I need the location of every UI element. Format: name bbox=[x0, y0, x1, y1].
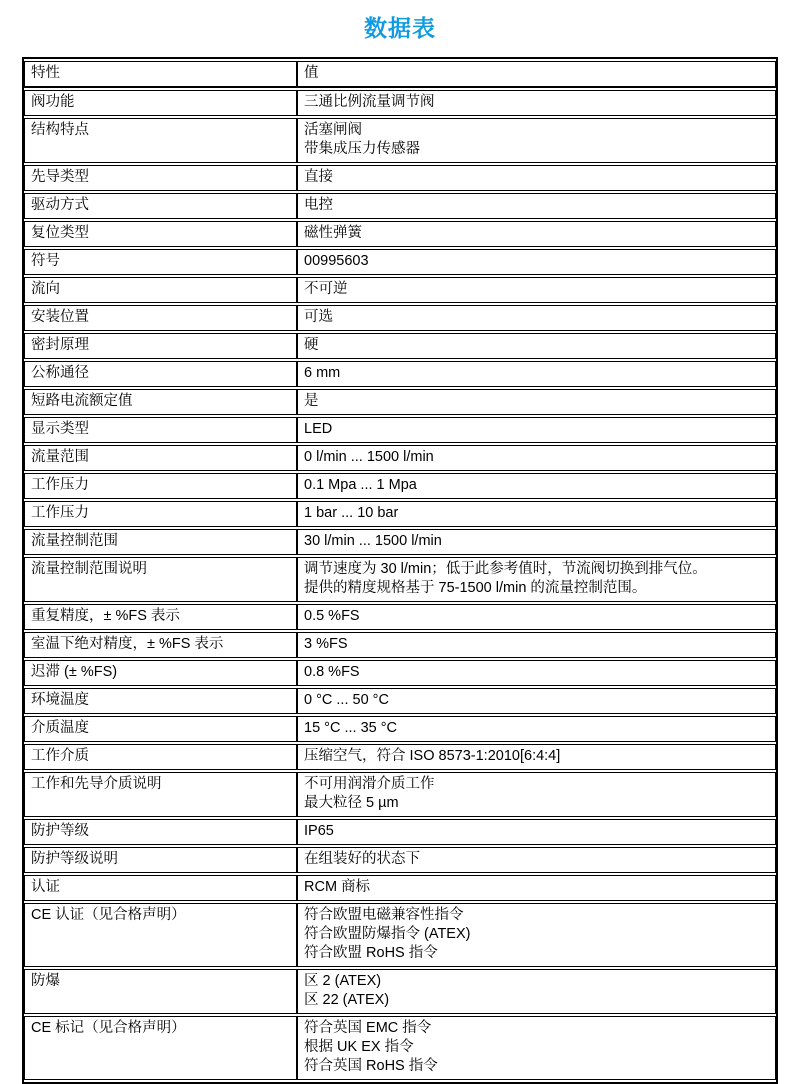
feature-cell: 环境温度 bbox=[24, 688, 297, 714]
feature-cell: 防护等级说明 bbox=[24, 847, 297, 873]
feature-cell: 复位类型 bbox=[24, 221, 297, 247]
value-cell bbox=[297, 333, 776, 359]
value-cell bbox=[297, 847, 776, 873]
value-line: IP65 bbox=[304, 823, 334, 839]
feature-cell: 流向 bbox=[24, 277, 297, 303]
value-cell bbox=[297, 361, 776, 387]
spec-table-body bbox=[24, 90, 776, 1080]
feature-cell: 流量范围 bbox=[24, 445, 297, 471]
value-cell bbox=[297, 473, 776, 499]
feature-cell: 显示类型 bbox=[24, 417, 297, 443]
value-line: 三通比例流量调节阀 bbox=[304, 94, 435, 110]
table-row bbox=[24, 445, 776, 471]
value-line: 1 bar ... 10 bar bbox=[304, 505, 399, 521]
table-row bbox=[24, 1016, 776, 1080]
datasheet-table bbox=[22, 57, 778, 1084]
value-line: 3 %FS bbox=[304, 636, 348, 652]
value-line: 6 mm bbox=[304, 365, 341, 381]
value-line: 硬 bbox=[304, 337, 319, 353]
value-line: 0.8 %FS bbox=[304, 664, 360, 680]
value-line: 不可逆 bbox=[304, 281, 348, 297]
table-row bbox=[24, 688, 776, 714]
value-cell bbox=[297, 557, 776, 602]
table-row bbox=[24, 118, 776, 163]
value-cell bbox=[297, 660, 776, 686]
value-cell bbox=[297, 1016, 776, 1080]
feature-cell: 工作压力 bbox=[24, 473, 297, 499]
feature-cell: CE 标记（见合格声明） bbox=[24, 1016, 297, 1080]
value-line: 是 bbox=[304, 393, 319, 409]
value-cell bbox=[297, 118, 776, 163]
value-line: 带集成压力传感器 bbox=[304, 141, 420, 157]
feature-cell: 流量控制范围 bbox=[24, 529, 297, 555]
table-row bbox=[24, 660, 776, 686]
value-line: 磁性弹簧 bbox=[304, 225, 362, 241]
value-line: 符合英国 RoHS 指令 bbox=[304, 1058, 438, 1074]
value-cell bbox=[297, 772, 776, 817]
value-cell bbox=[297, 165, 776, 191]
value-cell bbox=[297, 193, 776, 219]
value-line: RCM 商标 bbox=[304, 879, 371, 895]
value-cell bbox=[297, 744, 776, 770]
value-line: 区 22 (ATEX) bbox=[304, 992, 390, 1008]
feature-cell: 流量控制范围说明 bbox=[24, 557, 297, 602]
table-row bbox=[24, 473, 776, 499]
value-cell bbox=[297, 875, 776, 901]
table-row bbox=[24, 557, 776, 602]
table-row bbox=[24, 165, 776, 191]
value-line: 电控 bbox=[304, 197, 333, 213]
value-cell bbox=[297, 903, 776, 967]
feature-column-header: 特性 bbox=[24, 61, 297, 88]
value-column-header: 值 bbox=[297, 61, 776, 88]
value-cell bbox=[297, 445, 776, 471]
value-line: 在组装好的状态下 bbox=[304, 851, 420, 867]
value-line: 区 2 (ATEX) bbox=[304, 973, 382, 989]
value-line: 不可用润滑介质工作 bbox=[304, 776, 435, 792]
table-row bbox=[24, 819, 776, 845]
value-cell bbox=[297, 819, 776, 845]
value-cell bbox=[297, 305, 776, 331]
value-line: 调节速度为 30 l/min；低于此参考值时，节流阀切换到排气位。 bbox=[304, 561, 707, 577]
feature-cell: 防护等级 bbox=[24, 819, 297, 845]
feature-cell: 阀功能 bbox=[24, 90, 297, 116]
table-row bbox=[24, 90, 776, 116]
value-line: 可选 bbox=[304, 309, 333, 325]
page-title: 数据表 bbox=[364, 15, 436, 41]
value-line: 符合欧盟电磁兼容性指令 bbox=[304, 907, 464, 923]
feature-cell: 符号 bbox=[24, 249, 297, 275]
feature-cell: 驱动方式 bbox=[24, 193, 297, 219]
feature-cell: 工作和先导介质说明 bbox=[24, 772, 297, 817]
value-cell bbox=[297, 249, 776, 275]
value-cell bbox=[297, 688, 776, 714]
value-cell bbox=[297, 969, 776, 1014]
feature-cell: 室温下绝对精度，± %FS 表示 bbox=[24, 632, 297, 658]
value-line: 0.5 %FS bbox=[304, 608, 360, 624]
value-cell bbox=[297, 277, 776, 303]
value-line: 直接 bbox=[304, 169, 333, 185]
table-row bbox=[24, 277, 776, 303]
feature-cell: 防爆 bbox=[24, 969, 297, 1014]
feature-cell: 工作介质 bbox=[24, 744, 297, 770]
feature-cell: 迟滞 (± %FS) bbox=[24, 660, 297, 686]
feature-cell: 结构特点 bbox=[24, 118, 297, 163]
value-line: LED bbox=[304, 421, 333, 437]
table-row bbox=[24, 744, 776, 770]
value-line: 符合欧盟防爆指令 (ATEX) bbox=[304, 926, 471, 942]
value-line: 0 °C ... 50 °C bbox=[304, 692, 389, 708]
value-cell bbox=[297, 90, 776, 116]
table-row bbox=[24, 501, 776, 527]
value-line: 00995603 bbox=[304, 253, 369, 269]
value-cell bbox=[297, 529, 776, 555]
value-line: 0.1 Mpa ... 1 Mpa bbox=[304, 477, 417, 493]
feature-cell: 密封原理 bbox=[24, 333, 297, 359]
value-line: 提供的精度规格基于 75-1500 l/min 的流量控制范围。 bbox=[304, 580, 647, 596]
table-row bbox=[24, 875, 776, 901]
feature-cell: 重复精度，± %FS 表示 bbox=[24, 604, 297, 630]
feature-cell: CE 认证（见合格声明） bbox=[24, 903, 297, 967]
feature-cell: 安装位置 bbox=[24, 305, 297, 331]
table-row bbox=[24, 249, 776, 275]
value-cell bbox=[297, 604, 776, 630]
value-line: 符合英国 EMC 指令 bbox=[304, 1020, 432, 1036]
value-cell bbox=[297, 501, 776, 527]
feature-cell: 认证 bbox=[24, 875, 297, 901]
value-line: 根据 UK EX 指令 bbox=[304, 1039, 414, 1055]
table-row bbox=[24, 903, 776, 967]
feature-cell: 工作压力 bbox=[24, 501, 297, 527]
value-line: 最大粒径 5 µm bbox=[304, 795, 399, 811]
value-line: 压缩空气，符合 ISO 8573-1:2010[6:4:4] bbox=[304, 748, 561, 764]
table-row bbox=[24, 333, 776, 359]
table-row bbox=[24, 716, 776, 742]
value-line: 活塞闸阀 bbox=[304, 122, 362, 138]
datasheet-table-container bbox=[22, 57, 778, 1084]
value-cell bbox=[297, 632, 776, 658]
value-cell bbox=[297, 221, 776, 247]
table-row bbox=[24, 632, 776, 658]
value-line: 30 l/min ... 1500 l/min bbox=[304, 533, 442, 549]
table-row bbox=[24, 389, 776, 415]
value-line: 0 l/min ... 1500 l/min bbox=[304, 449, 434, 465]
feature-cell: 先导类型 bbox=[24, 165, 297, 191]
table-row bbox=[24, 305, 776, 331]
table-row bbox=[24, 361, 776, 387]
table-row bbox=[24, 604, 776, 630]
table-row bbox=[24, 417, 776, 443]
value-line: 符合欧盟 RoHS 指令 bbox=[304, 945, 438, 961]
feature-cell: 公称通径 bbox=[24, 361, 297, 387]
value-cell bbox=[297, 389, 776, 415]
value-line: 15 °C ... 35 °C bbox=[304, 720, 397, 736]
table-row bbox=[24, 529, 776, 555]
table-row bbox=[24, 969, 776, 1014]
table-header-row bbox=[24, 61, 776, 88]
value-cell bbox=[297, 417, 776, 443]
feature-cell: 介质温度 bbox=[24, 716, 297, 742]
feature-cell: 短路电流额定值 bbox=[24, 389, 297, 415]
table-row bbox=[24, 772, 776, 817]
table-row bbox=[24, 847, 776, 873]
table-row bbox=[24, 193, 776, 219]
table-row bbox=[24, 221, 776, 247]
value-cell bbox=[297, 716, 776, 742]
